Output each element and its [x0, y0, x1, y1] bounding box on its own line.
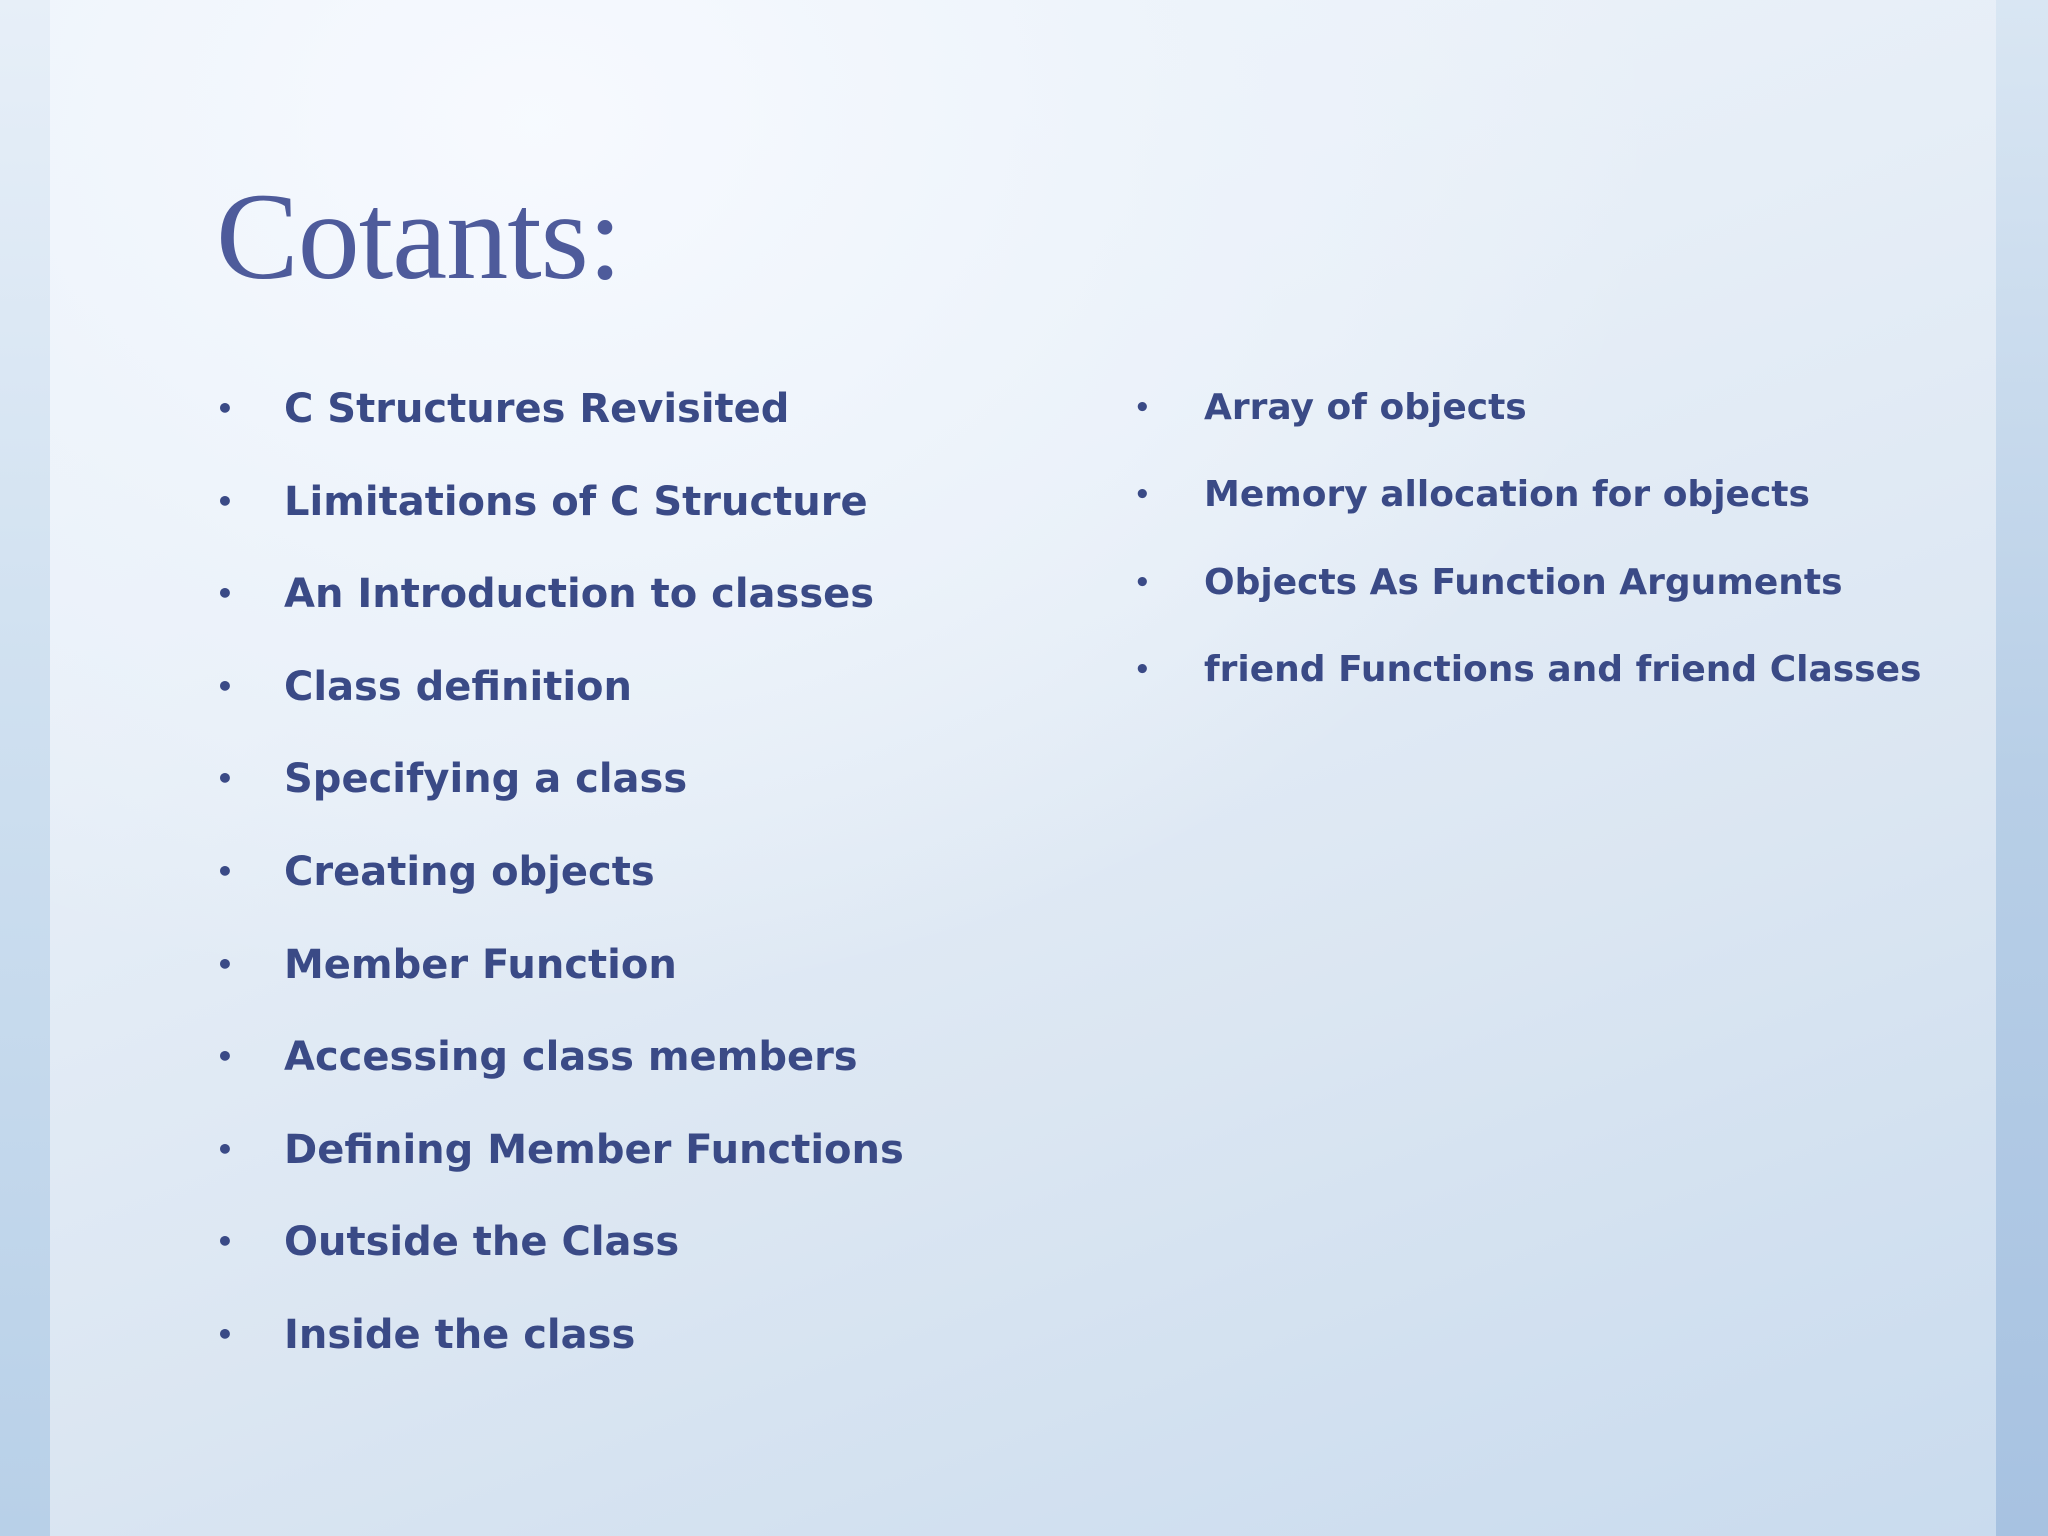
list-item — [166, 756, 904, 849]
bullet-icon: • — [1134, 480, 1151, 511]
slide — [50, 0, 1996, 1536]
bullet-icon: • — [216, 854, 234, 888]
list-item — [1134, 650, 1921, 737]
list-item-text: Array of objects — [1204, 387, 1527, 428]
list-item — [166, 664, 904, 757]
bullet-icon: • — [1134, 393, 1151, 423]
bullet-icon: • — [216, 484, 234, 518]
list-item-text: Member Function — [284, 941, 677, 988]
left-bullet-list — [216, 386, 904, 1405]
list-item — [166, 386, 904, 479]
list-item-text: Objects As Function Arguments — [1204, 561, 1843, 603]
list-item — [1134, 563, 1921, 650]
bullet-icon: • — [216, 1132, 234, 1166]
list-item-text: Creating objects — [284, 848, 655, 895]
bullet-icon: • — [216, 762, 234, 796]
slide-right-edge — [1996, 0, 2048, 1536]
list-item — [166, 1219, 904, 1312]
bullet-icon: • — [216, 1225, 234, 1259]
right-bullet-list — [1134, 388, 1921, 737]
list-item — [166, 849, 904, 942]
list-item-text: Specifying a class — [284, 756, 688, 803]
list-item-text: Limitations of C Structure — [284, 478, 868, 525]
list-item — [166, 1312, 904, 1405]
bullet-icon: • — [216, 947, 234, 981]
bullet-icon: • — [216, 392, 234, 425]
bullet-icon: • — [216, 577, 234, 611]
list-item-text: Inside the class — [284, 1311, 636, 1358]
list-item — [166, 1034, 904, 1127]
list-item-text: C Structures Revisited — [284, 386, 790, 432]
list-item-text: An Introduction to classes — [284, 571, 875, 618]
list-item — [166, 1127, 904, 1220]
bullet-icon: • — [216, 1040, 234, 1074]
list-item — [166, 479, 904, 572]
list-item — [1134, 475, 1921, 562]
bullet-icon: • — [1134, 654, 1151, 685]
list-item-text: Defining Member Functions — [284, 1126, 904, 1173]
slide-left-edge — [0, 0, 50, 1536]
list-item-text: Accessing class members — [284, 1034, 858, 1081]
slide-title: Cotants: — [216, 168, 622, 305]
bullet-icon: • — [1134, 567, 1151, 598]
bullet-icon: • — [216, 1317, 234, 1351]
list-item — [1134, 388, 1921, 475]
list-item — [166, 571, 904, 664]
bullet-icon: • — [216, 669, 234, 703]
list-item — [166, 942, 904, 1035]
list-item-text: Memory allocation for objects — [1204, 474, 1810, 516]
list-item-text: Outside the Class — [284, 1219, 680, 1266]
list-item-text: Class definition — [284, 663, 632, 710]
list-item-text: friend Functions and friend Classes — [1204, 648, 1922, 690]
